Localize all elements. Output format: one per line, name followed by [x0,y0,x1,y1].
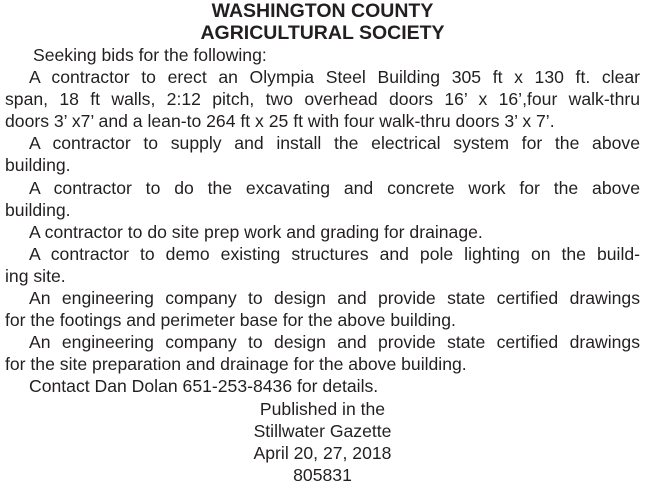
paragraph-line: An engineering company to design and provide state certified drawings [29,332,640,353]
paragraph [5,287,640,331]
notice-body [5,44,640,398]
paragraph-line: A contractor to demo existing structures and pole lighting on the build- [29,243,640,264]
footer-line: Published in the [259,398,386,419]
paragraph [5,132,640,176]
paragraph [5,243,640,287]
paragraph-line: ing site. [5,265,66,286]
notice-title-line-2: AGRICULTURAL SOCIETY [200,22,445,44]
paragraph-line: A contractor to erect an Olympia Steel Building 305 ft x 130 ft. clear [29,67,640,88]
paragraph-line: for the site preparation and drainage for the above building. [5,354,467,375]
notice-title-line-1: WASHINGTON COUNTY [211,0,434,22]
paragraph-line: A contractor to do site prep work and grading for drainage. [29,221,483,242]
paragraph [5,177,640,221]
paragraph [5,375,640,397]
paragraph-line: Seeking bids for the following: [33,45,267,65]
paragraph [5,221,640,243]
paragraph-line: doors 3’ x7’ and a lean-to 264 ft x 25 ft with four walk-thru doors 3’ x 7’. [5,111,555,132]
paragraph-line: A contractor to supply and install the electrical system for the above [29,133,640,154]
footer-line: Stillwater Gazette [253,420,392,441]
footer-line: April 20, 27, 2018 [253,442,392,463]
paragraph [5,44,640,66]
publication-footer [5,398,640,486]
paragraph-line: An engineering company to design and provide state certified drawings [29,288,640,309]
paragraph-line: Contact Dan Dolan 651-253-8436 for details. [29,376,379,397]
paragraph-line: for the footings and perimeter base for the above building. [5,310,456,331]
paragraph [5,66,640,132]
footer-line: 805831 [293,464,352,485]
paragraph-line: A contractor to do the excavating and concrete work for the above [29,177,640,198]
paragraph [5,331,640,375]
paragraph-line: building. [5,199,71,220]
paragraph-line: span, 18 ft walls, 2:12 pitch, two overhead doors 16’ x 16’,four walk-thru [5,89,640,110]
paragraph-line: building. [5,155,71,176]
